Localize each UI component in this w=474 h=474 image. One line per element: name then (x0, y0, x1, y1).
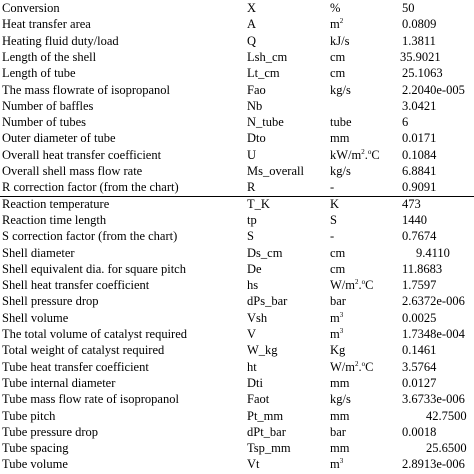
parameter-unit (330, 49, 345, 66)
parameter-symbol: Faot (247, 392, 270, 407)
parameter-symbol: tp (247, 212, 257, 227)
table-row (0, 375, 474, 392)
parameter-value: 2.6372e-006 (402, 294, 465, 309)
table-row (0, 440, 474, 457)
parameter-unit (330, 408, 349, 425)
parameter-unit (330, 375, 349, 392)
unit-superscript: 2 (361, 147, 365, 156)
parameter-value: 0.0025 (402, 310, 437, 325)
parameter-value: 1.3811 (402, 33, 436, 48)
parameter-symbol: V (247, 327, 257, 341)
table-row (0, 163, 474, 180)
unit-base: cm (330, 261, 346, 276)
parameter-unit (330, 261, 345, 278)
unit-base: mm (330, 441, 350, 456)
parameter-unit (330, 33, 349, 50)
parameter-name: Reaction time length (2, 212, 107, 227)
parameter-unit (330, 179, 334, 196)
unit-base: m (330, 327, 340, 341)
table-row (0, 277, 474, 294)
parameter-symbol: Q (247, 33, 257, 48)
parameter-name: R correction factor (from the chart) (2, 180, 179, 195)
table-row (0, 245, 474, 262)
parameter-symbol: Nb (247, 98, 263, 113)
table-row (0, 196, 474, 213)
unit-superscript: 3 (339, 457, 344, 466)
table-row (0, 424, 474, 441)
parameter-name: Length of tube (2, 66, 76, 81)
parameter-unit (330, 456, 343, 473)
table-row (0, 212, 474, 229)
parameter-value: 3.5764 (402, 359, 437, 374)
parameter-value: 25.1063 (402, 66, 443, 81)
parameter-unit (330, 326, 343, 343)
parameter-symbol: Tsp_mm (247, 441, 291, 456)
unit-base: bar (330, 424, 346, 439)
table-row (0, 98, 474, 115)
table-row (0, 293, 474, 310)
parameter-unit (330, 293, 346, 310)
unit-part: C (365, 278, 374, 293)
unit-superscript: 3 (339, 327, 344, 335)
table-row (0, 114, 474, 131)
parameter-unit (330, 391, 351, 408)
unit-base: - (330, 229, 335, 244)
parameter-value: 11.8683 (402, 261, 443, 276)
parameter-name: Tube spacing (2, 441, 69, 456)
parameter-value: 25.6500 (426, 441, 467, 456)
parameter-name: S correction factor (from the chart) (2, 229, 178, 244)
unit-base: tube (330, 115, 352, 130)
parameter-value: 0.0171 (402, 131, 437, 146)
table-row (0, 456, 474, 473)
parameter-name: The total volume of catalyst required (2, 327, 188, 341)
parameter-symbol: Ds_cm (247, 245, 283, 260)
table-row (0, 391, 474, 408)
table-row (0, 408, 474, 425)
table-row (0, 326, 474, 343)
unit-base: W/m (330, 278, 355, 293)
unit-superscript: o (367, 147, 372, 156)
parameter-name: Heating fluid duty/load (2, 33, 119, 48)
parameter-value: 1.7348e-004 (402, 327, 465, 341)
parameter-name: Tube pitch (2, 408, 56, 423)
parameter-name: Tube mass flow rate of isopropanol (2, 392, 179, 407)
parameter-symbol: R (247, 180, 256, 195)
parameter-symbol: Lt_cm (247, 66, 280, 81)
parameter-symbol: W_kg (247, 343, 278, 358)
parameter-name: Tube volume (2, 457, 68, 472)
unit-part: . (358, 359, 362, 374)
parameter-symbol: Dto (247, 131, 266, 146)
parameter-unit (330, 277, 373, 294)
parameter-name: Overall heat transfer coefficient (2, 147, 162, 162)
parameter-unit (330, 212, 337, 229)
parameter-value: 3.6733e-006 (402, 392, 465, 407)
parameter-symbol: S (247, 229, 254, 244)
table-row (0, 359, 474, 376)
unit-base: kg/s (330, 164, 351, 178)
parameter-value: 9.4110 (416, 245, 450, 260)
unit-base: kJ/s (330, 33, 350, 48)
table-row (0, 65, 474, 82)
unit-base: Kg (330, 343, 346, 358)
table-row (0, 82, 474, 99)
parameter-name: Shell pressure drop (2, 294, 99, 309)
unit-base: mm (330, 131, 350, 146)
parameter-symbol: ht (247, 359, 257, 374)
parameter-unit (330, 440, 349, 457)
parameter-value: 50 (402, 1, 415, 15)
table-row (0, 228, 474, 245)
table-row (0, 310, 474, 327)
parameter-value: 1.7597 (402, 278, 437, 293)
parameter-symbol: hs (247, 278, 259, 293)
unit-base: W/m (330, 359, 355, 374)
unit-base: - (330, 180, 335, 195)
parameter-name: Shell diameter (2, 245, 75, 260)
parameter-unit (330, 359, 373, 376)
parameter-symbol: dPs_bar (247, 294, 288, 309)
parameter-unit (330, 0, 340, 17)
parameter-unit (330, 114, 352, 131)
parameter-name: Reaction temperature (2, 196, 110, 211)
parameter-unit (330, 228, 334, 245)
unit-part: . (358, 278, 362, 293)
parameter-unit (330, 310, 343, 327)
unit-base: bar (330, 294, 346, 309)
parameter-name: Total weight of catalyst required (2, 343, 165, 358)
parameter-symbol: N_tube (247, 115, 284, 130)
table-row (0, 33, 474, 50)
parameter-symbol: A (247, 17, 257, 32)
table-row (0, 130, 474, 147)
parameter-name: Tube pressure drop (2, 424, 99, 439)
parameter-value: 473 (402, 196, 421, 211)
parameter-value: 6 (402, 115, 409, 130)
parameter-value: 2.8913e-006 (402, 457, 465, 472)
parameter-value: 0.1084 (402, 147, 437, 162)
unit-base: m (330, 457, 340, 472)
parameter-symbol: U (247, 147, 257, 162)
unit-superscript: 3 (339, 310, 344, 319)
parameter-value: 35.9021 (400, 49, 441, 64)
parameter-name: Shell equivalent dia. for square pitch (2, 261, 186, 276)
unit-part: C (371, 147, 380, 162)
unit-base: cm (330, 49, 346, 64)
parameter-value: 2.2040e-005 (402, 82, 465, 97)
parameter-unit (330, 196, 339, 213)
unit-superscript: 2 (339, 17, 344, 26)
table-row (0, 147, 474, 164)
table-row (0, 49, 474, 66)
parameter-symbol: De (247, 261, 262, 276)
parameter-name: Number of tubes (2, 115, 87, 130)
parameter-unit (330, 424, 346, 441)
table-row (0, 179, 474, 196)
parameter-value: 3.0421 (402, 98, 437, 113)
parameter-unit (330, 65, 345, 82)
parameter-unit (330, 82, 351, 99)
parameter-symbol: X (247, 1, 257, 15)
parameter-symbol: T_K (247, 196, 270, 211)
parameter-symbol: Dti (247, 375, 263, 390)
parameter-symbol: dPt_bar (247, 424, 286, 439)
unit-base: K (330, 196, 340, 211)
unit-base: kg/s (330, 82, 351, 97)
parameter-unit (330, 163, 351, 180)
unit-base: % (330, 1, 341, 15)
unit-superscript: 2 (355, 359, 359, 368)
unit-base: kg/s (330, 392, 351, 407)
unit-superscript: 2 (355, 278, 359, 287)
unit-base: cm (330, 66, 346, 81)
unit-base: kW/m (330, 147, 362, 162)
parameter-symbol: Lsh_cm (247, 49, 288, 64)
table-row (0, 342, 474, 359)
parameter-value: 0.9091 (402, 180, 437, 195)
parameter-value: 0.1461 (402, 343, 437, 358)
parameter-symbol: Vt (247, 457, 260, 472)
unit-base: S (330, 212, 337, 227)
parameter-name: Outer diameter of tube (2, 131, 116, 146)
unit-base: cm (330, 245, 346, 260)
unit-base: mm (330, 408, 350, 423)
table-row (0, 0, 474, 17)
table-row (0, 16, 474, 33)
parameter-value: 0.0127 (402, 375, 437, 390)
parameter-symbol: Pt_mm (247, 408, 284, 423)
parameter-name: Heat transfer area (2, 17, 91, 32)
parameter-name: Number of baffles (2, 98, 94, 113)
unit-base: mm (330, 375, 350, 390)
parameter-symbol: Ms_overall (247, 164, 304, 178)
parameter-name: Tube heat transfer coefficient (2, 359, 149, 374)
unit-part: C (365, 359, 374, 374)
unit-part: . (364, 147, 368, 162)
unit-base: m (330, 17, 340, 32)
parameter-name: Shell volume (2, 310, 69, 325)
parameter-symbol: Vsh (247, 310, 268, 325)
parameter-value: 6.8841 (402, 164, 437, 178)
parameter-name: Overall shell mass flow rate (2, 164, 143, 178)
parameter-name: Shell heat transfer coefficient (2, 278, 150, 293)
parameter-value: 0.0018 (402, 424, 437, 439)
parameter-value: 0.0809 (402, 17, 437, 32)
parameter-unit (330, 130, 349, 147)
unit-superscript: o (361, 359, 366, 368)
parameter-unit (330, 147, 380, 164)
table-row (0, 261, 474, 278)
parameter-value: 0.7674 (402, 229, 437, 244)
parameter-value: 42.7500 (426, 408, 467, 423)
parameter-name: Conversion (2, 1, 60, 15)
unit-superscript: o (361, 278, 366, 287)
parameter-name: Tube internal diameter (2, 375, 116, 390)
parameter-unit (330, 342, 345, 359)
parameter-value: 1440 (402, 212, 427, 227)
parameter-symbol: Fao (247, 82, 266, 97)
parameter-name: The mass flowrate of isopropanol (2, 82, 171, 97)
parameter-name: Length of the shell (2, 49, 97, 64)
parameter-unit (330, 245, 345, 262)
parameter-unit (330, 16, 343, 33)
unit-base: m (330, 310, 340, 325)
